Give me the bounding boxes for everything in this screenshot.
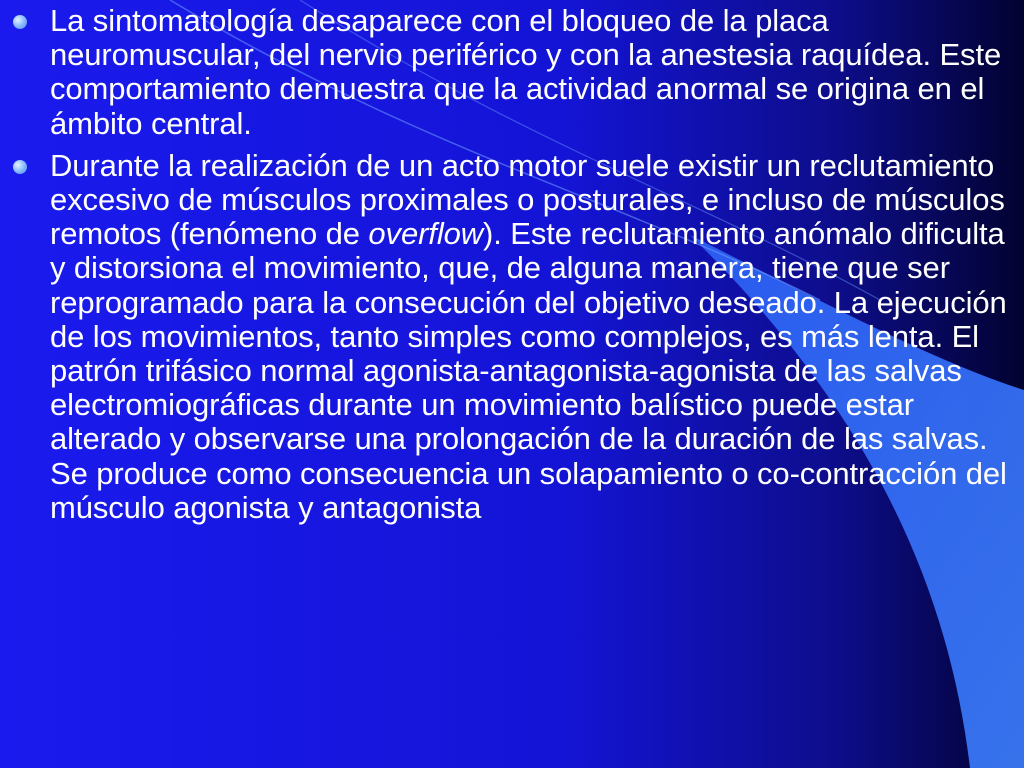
bullet-icon: [13, 160, 27, 174]
bullet-list: [12, 4, 1012, 533]
bullet-item-2: [12, 149, 1012, 525]
bullet-text-part-1: Durante la realización de un acto motor suele existir un reclutamiento excesivo de músculos proximales o posturales, e incluso de músculos remotos (fenómeno de: [50, 147, 1005, 252]
bullet-item-1: [12, 4, 1012, 141]
bullet-text-part-2: ). Este reclutamiento anómalo dificulta y distorsiona el movimiento, que, de alguna manera, tiene que ser reprogramado para la consecución del objetivo deseado. La ejecución de los movimientos, tanto simples como complejos, es más lenta. El patrón trifásico normal agonista-antagonista-agonista de las salvas electromiográficas durante un movimiento balístico puede estar alterado y observarse una prolongación de la duración de las salvas. Se produce como consecuencia un solapamiento o co-contracción del músculo agonista y antagonista: [50, 216, 1007, 525]
bullet-italic-term: overflow: [368, 216, 484, 252]
bullet-icon: [13, 15, 27, 29]
bullet-text: La sintomatología desaparece con el bloqueo de la placa neuromuscular, del nervio periférico y con la anestesia raquídea. Este comportamiento demuestra que la actividad anormal se origina en el ámbito central.: [50, 3, 1002, 141]
